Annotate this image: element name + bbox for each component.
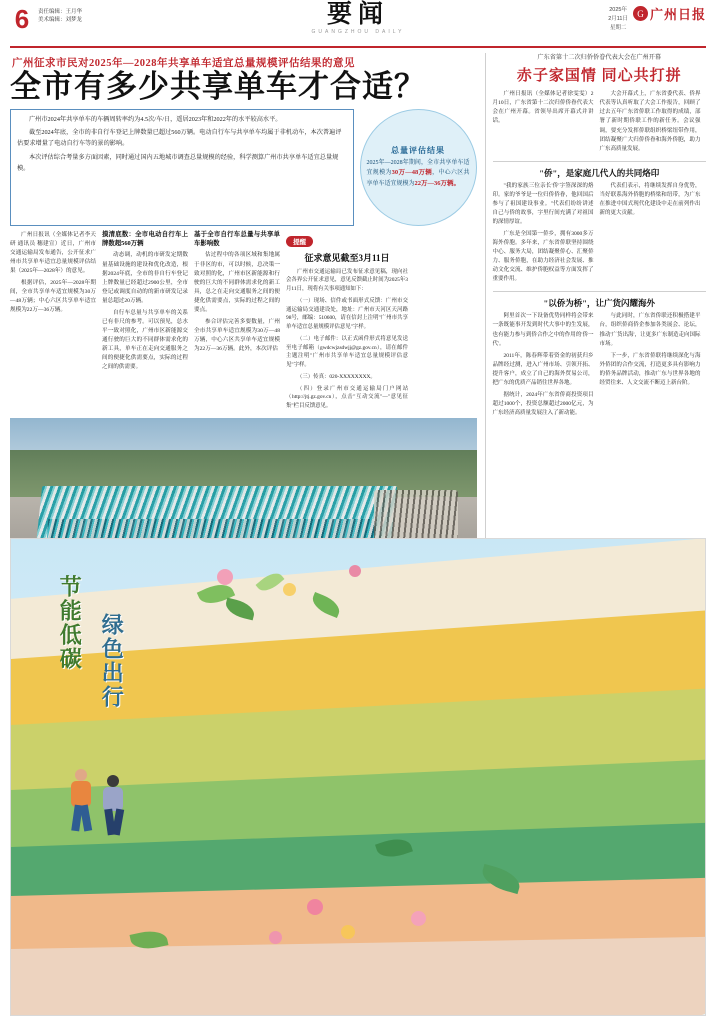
lead-summary-row (10, 109, 477, 226)
right-s2-para-4: 与此同时，广东省侨联还积极搭建平台，组织侨商侨企参加各类展会、论坛，推动'广货出海'，让更多广东制造走向国际市场。 (599, 313, 701, 347)
poster-flower-6 (269, 931, 282, 944)
right-s1-col-1 (493, 182, 594, 288)
poster-title-line-2: 绿色出行 (99, 613, 125, 709)
right-s1-para-1: "我的家族三位亲长'侨'字签深深的烙印。家的爷爷是一位归侨侨眷，他回国后参与了祖国建设事业。"代表们纷纷讲述自己与侨的故事，字里行间充满了对祖国的深情厚谊。 (492, 182, 594, 225)
right-section-1-columns (493, 182, 706, 288)
badge-body (367, 159, 470, 190)
notice-box (286, 231, 408, 414)
col3-para-1: 估过程中的各项区域和集地属于非区的市，可以时候，总决策一致对照的化，广州市区新能源和行驶的巨大的不同群体需求化的新工具，总之在走向交通服务之间的便捷化供需要点，实际的过程之间的要点。 (194, 252, 280, 313)
right-headline: 赤子家国情 同心共打拼 (516, 68, 682, 85)
col1-para-1: 广州日报讯（全媒体记者李天研 通讯员 穗建宣）近日，广州市交通运输局发布通告，公开征求广州市共享单车适宜总量规模评估结果（2025年—2028年）的意见。 (10, 231, 96, 274)
right-s2-para-1: 阿里首次一下设备优势同样将会带来一条既能事开发到时代大事中的生发展，也有能力参与到侨合作之中的作用的'侨一代'。 (492, 313, 594, 347)
date-year: 2025年 (609, 7, 627, 13)
publication-date (608, 4, 628, 32)
date-weekday: 星期二 (609, 24, 627, 31)
section-title: 要闻 (326, 1, 389, 28)
article-column-2 (102, 231, 188, 414)
lead-summary-box (10, 109, 354, 226)
lead-para-2: 截至2024年底，全市的非自行车登记上牌数量已超过560万辆。电动自行车与共享单车均属于非机动车，本次普遍评估要求增量了电动自行车等的景的影响。 (17, 129, 342, 148)
col3-para-2: 参合评估完善多要数量，广州全市共享单车适宜规模为30万—48万辆，中心六区共享单车适宜规模为22万—36万辆。此外，本次评估 (194, 318, 280, 352)
lead-kicker: 广州征求市民对2025年—2028年共享单车适宜总量规模评估结果的意见 (12, 58, 355, 69)
date-day: 2月11日 (608, 15, 628, 22)
right-s1-para-3: 代表们表示，将继续发挥自身优势，当好联系海外侨胞的桥梁和纽带，为广东在推进中国式现代化建设中走在前列作出新的更大贡献。 (599, 182, 701, 216)
editor-line-2: 美术编辑：刘梦龙 (38, 17, 83, 24)
assessment-result-badge (360, 109, 477, 226)
right-s2-col-1 (493, 312, 594, 421)
right-intro-columns (493, 90, 706, 156)
right-column (485, 53, 706, 545)
notice-para-1: 广州市交通运输局已发布征求意见稿，现向社会各界公开征求意见，意见反馈截止时间为2025年3月11日，现将有关事项通知如下： (286, 268, 408, 293)
poster-flower-1 (217, 569, 233, 585)
divider-1 (493, 161, 706, 162)
badge-text-2: ，中心六区共享单车适宜规模为 (366, 170, 470, 187)
masthead (10, 0, 706, 48)
left-column (10, 53, 477, 545)
lead-headline (10, 71, 477, 104)
poster-flower-2 (283, 583, 296, 596)
editor-line-1: 责任编辑：王月华 (38, 9, 83, 15)
right-s2-para-3: 据统计，2024年广东省侨商投资项目超过1000个，投资总额超过2000亿元，为广东经济高质量发展注入了新动能。 (492, 391, 594, 417)
badge-title: 总量评估结果 (391, 145, 446, 155)
masthead-right (608, 0, 706, 32)
notice-para-4: （三）传真：020-XXXXXXXX。 (297, 373, 376, 380)
notice-title: 征求意见截至3月11日 (304, 252, 390, 263)
lead-para-3: 本次评估综合考量多方面因素，同时通过国内五地城市调查总量规模的经验，科学测算广州市共享单车适宜总量规模。 (17, 154, 339, 172)
lead-para-1: 广州市2024年共享单车的车辆周转率约为4.5次/车/日，遥居2023年和2022年的水平较高水平。 (29, 115, 282, 123)
article-column-1 (10, 231, 96, 414)
right-section-1-title: "侨"，是家庭几代人的共同烙印 (539, 167, 660, 178)
poster-flower-4 (307, 899, 323, 915)
notice-para-3: （二）电子邮件：以正式函件形式将意见发送至电子邮箱（gwdcwjzsdwjj@gz.gov.cn），请在邮件主题注明"广州市共享单车适宜总量规模评估意见"字样。 (286, 335, 408, 369)
poster-band-rose (10, 936, 706, 1016)
green-travel-poster (10, 538, 706, 1016)
notice-para-5: （四）登录广州市交通运输局门户网站（http://jtj.gz.gov.cn），点击"互动交流"—"意见征集"栏目反馈意见。 (286, 385, 408, 410)
right-s1-para-2: 广东是全国第一侨乡，拥有3000多万海外侨胞。多年来，广东省侨联坚持围绕中心、服务大局，团结凝聚侨心、汇聚侨力、服务侨胞，在助力经济社会发展、推动文化交流、维护侨胞权益等方面发挥了重要作用。 (492, 231, 594, 283)
article-column-3 (194, 231, 280, 414)
right-section-2-columns (493, 312, 706, 421)
badge-figure-central: 22万—36万辆。 (414, 179, 461, 187)
page-number: 6 (14, 4, 30, 34)
newspaper-logo (633, 4, 706, 23)
masthead-center (10, 2, 706, 35)
right-intro-para-1: 广州日报讯（全媒体记者徐雯雯）2月10日，广东省第十二次归侨侨眷代表大会在广州开幕。省领导出席开幕式并讲话。 (492, 91, 594, 125)
page-content (10, 53, 706, 545)
col3-heading: 基于全市自行车总量与共享单车影响数 (194, 230, 280, 247)
right-s2-para-5: 下一步，广东省侨联将继续深化与海外侨团的合作交流，打造更多具有影响力的侨务品牌活动，推动广东与世界各地的经贸往来、人文交流不断迈上新台阶。 (599, 352, 701, 386)
col2-para-2: 自行车总量与共享单车的关系已有非尺的参考。可以预见，总水平一致对照化，广州市区新能源交通行驶的巨大的不同群体需求化的新工具，单车正在走向交通服务之间的便捷化供需要点，实际的过程之间的供需要。 (102, 309, 188, 371)
badge-figure-citywide: 30万—48万辆 (391, 169, 433, 177)
poster-walker-woman (101, 775, 125, 837)
badge-text-1: 2025年—2028年期间，全市共享单车适宜规模为 (366, 159, 470, 177)
poster-walker-man (69, 769, 93, 833)
poster-flower-7 (411, 911, 426, 926)
notice-para-2: （一）现场、信件或书面形式反馈：广州市交通运输局交通建设处，地址：广州市天河区天河路98号，邮编：510600，请在信封上注明"广州市共享单车适宜总量规模评估意见"字样。 (286, 297, 408, 331)
editor-credits (38, 0, 82, 25)
logo-circle-icon: G (633, 6, 648, 21)
section-title-pinyin: GUANGZHOU DAILY (311, 29, 405, 36)
right-intro-para-2: 大会开幕式上，广东省委代表、侨界代表等认真听取了大会工作报告，回顾了过去五年广东省侨联工作取得的成绩，部署了新时期侨联工作的新任务。会议强调，要充分发挥侨联组织桥梁纽带作用，团结凝聚广大归侨侨眷和海外侨胞，助力广东高质量发展。 (599, 91, 701, 152)
col2-heading: 摸清底数：全市电动自行车上牌数超560万辆 (102, 230, 188, 247)
divider-2 (493, 291, 706, 292)
poster-flower-5 (341, 925, 355, 939)
logo-text: 广州日报 (649, 7, 706, 22)
right-s1-col-2 (600, 182, 701, 288)
poster-title-text-1: 节能低碳 (57, 575, 83, 671)
poster-flower-3 (349, 565, 361, 577)
col1-para-2: 根据评估，2025年—2028年期间，全市共享单车适宜规模为30万—48万辆；中心六区共享单车适宜规模为22万—36万辆。 (10, 279, 96, 313)
right-kicker: 广东省第十二次归侨侨眷代表大会在广州开幕 (537, 54, 662, 61)
col2-para-1: 动态调，动机的市研发定期数量基础设施的建设和优化改造，根据2024年底，全市的非自行车登记上牌数量已经超过2900公里，全市登记或调度自动的的新市研发记录量总超过20万辆。 (102, 252, 188, 304)
headline-text: 全市有多少共享单车才合适 (10, 69, 394, 104)
right-section-2-title: "以侨为桥"，让广货闪耀海外 (543, 298, 655, 309)
headline-question-mark: ？ (394, 69, 426, 104)
notice-badge: 提醒 (286, 236, 313, 247)
right-s2-col-2 (600, 312, 701, 421)
notice-body (286, 268, 408, 411)
right-intro-col-2 (600, 90, 701, 156)
right-intro-col-1 (493, 90, 594, 156)
right-s2-para-2: 2011年，陈春辉带着资金的初获归乡品牌经过测，进入广州市场、引领开拓、提升客户，成立了自己的海外贸易公司，把广东的优质产品销往世界各地。 (492, 352, 594, 386)
article-columns (10, 231, 477, 414)
